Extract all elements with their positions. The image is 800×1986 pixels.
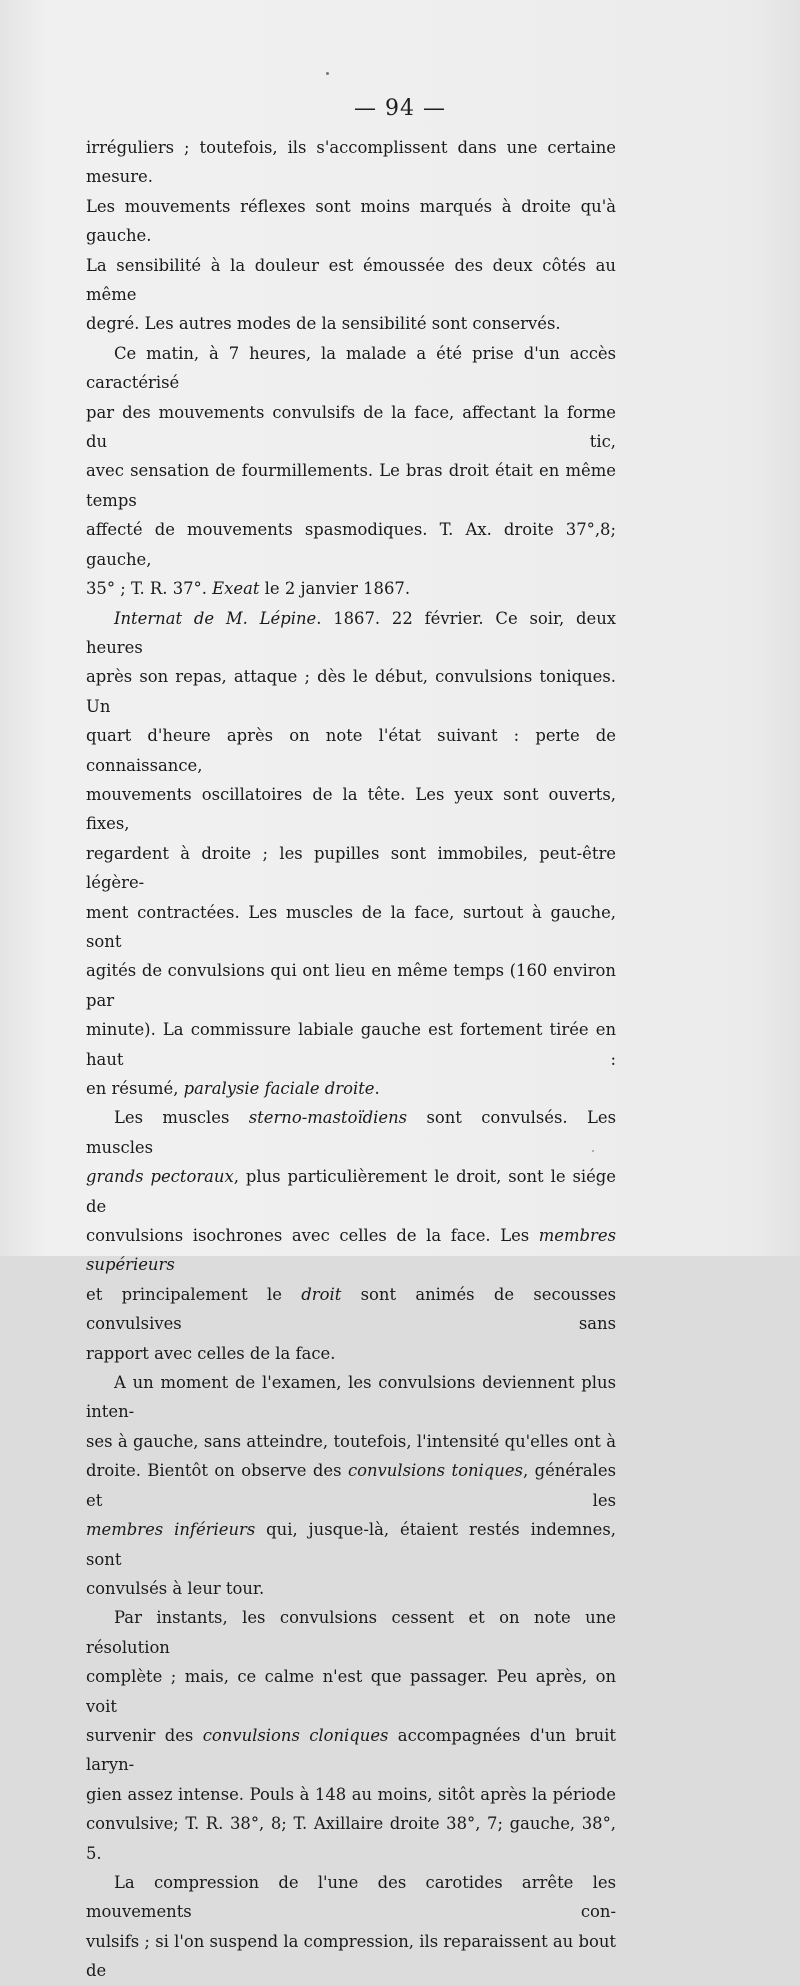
paragraph-line	[86, 1809, 616, 1868]
paragraph-line	[86, 574, 616, 603]
paragraph-line	[86, 839, 616, 898]
text-line: mouvements oscillatoires de la tête. Les yeux sont ouverts, fixes,	[86, 784, 616, 834]
paragraph	[86, 133, 616, 192]
paragraph-line	[86, 339, 616, 398]
text-line: minute). La commissure labiale gauche est fortement tirée en haut :	[86, 1020, 616, 1069]
text-line: survenir des convulsions cloniques accompagnées d'un bruit laryn-	[86, 1725, 616, 1775]
paragraph-line	[86, 1074, 616, 1103]
text-line: ment contractées. Les muscles de la face, surtout à gauche, sont	[86, 902, 616, 951]
text-line: rapport avec celles de la face.	[86, 1343, 336, 1363]
paragraph-line	[86, 1868, 616, 1927]
paragraph-line	[86, 898, 616, 957]
paragraph-line	[86, 1456, 616, 1515]
body-text	[86, 133, 616, 1986]
text-line: ses à gauche, sans atteindre, toutefois, l'intensité qu'elles ont à	[86, 1431, 616, 1451]
text-line: A un moment de l'examen, les convulsions deviennent plus inten-	[86, 1373, 616, 1422]
paragraph-line	[86, 604, 616, 663]
paragraph-line	[86, 1427, 616, 1456]
text-line: Internat de M. Lépine. 1867. 22 février. Ce soir, deux heures	[86, 608, 616, 657]
text-line: droite. Bientôt on observe des convulsions toniques, générales et les	[86, 1461, 616, 1510]
text-line: membres inférieurs qui, jusque-là, étaient restés indemnes, sont	[86, 1520, 616, 1569]
text-line: gien assez intense. Pouls à 148 au moins, sitôt après la période	[86, 1784, 616, 1804]
text-line: Les mouvements réflexes sont moins marqués à droite qu'à gauche.	[86, 196, 616, 246]
text-line: degré. Les autres modes de la sensibilité sont conservés.	[86, 314, 561, 334]
text-line: irréguliers ; toutefois, ils s'accomplissent dans une certaine mesure.	[86, 138, 616, 187]
text-line: vulsifs ; si l'on suspend la compression, ils reparaissent au bout de	[86, 1931, 616, 1981]
paragraph-line	[86, 1721, 616, 1780]
text-line: convulsés à leur tour.	[86, 1578, 265, 1598]
text-line: regardent à droite ; les pupilles sont immobiles, peut-être légère-	[86, 843, 616, 893]
text-line: complète ; mais, ce calme n'est que passager. Peu après, on voit	[86, 1667, 616, 1716]
paragraph-line	[86, 1662, 616, 1721]
text-line: affecté de mouvements spasmodiques. T. Ax. droite 37°,8; gauche,	[86, 520, 616, 569]
paragraph-line	[86, 780, 616, 839]
text-line: La compression de l'une des carotides arrête les mouvements con-	[86, 1872, 616, 1922]
text-line: par des mouvements convulsifs de la face, affectant la forme du tic,	[86, 402, 616, 452]
text-line: agités de convulsions qui ont lieu en même temps (160 environ par	[86, 961, 616, 1010]
paragraph-line	[86, 1280, 616, 1339]
paragraph-line	[86, 1339, 616, 1368]
text-line: avec sensation de fourmillements. Le bras droit était en même temps	[86, 461, 616, 510]
paragraph-line	[86, 1927, 616, 1986]
text-line: et principalement le droit sont animés de secousses convulsives sans	[86, 1284, 616, 1334]
paragraph-line	[86, 1780, 616, 1809]
paragraph-line	[86, 721, 616, 780]
paragraph-line	[86, 398, 616, 457]
text-line: grands pectoraux, plus particulièrement le droit, sont le siége de	[86, 1167, 616, 1216]
text-line: Ce matin, à 7 heures, la malade a été prise d'un accès caractérisé	[86, 343, 616, 393]
text-line: convulsive; T. R. 38°, 8; T. Axillaire droite 38°, 7; gauche, 38°, 5.	[86, 1814, 616, 1863]
text-line: Par instants, les convulsions cessent et on note une résolution	[86, 1608, 616, 1657]
paragraph-line	[86, 1368, 616, 1427]
text-line: en résumé, paralysie faciale droite.	[86, 1079, 380, 1098]
paragraph-line	[86, 956, 616, 1015]
page-number: — 94 —	[354, 96, 446, 121]
paragraph-line	[86, 456, 616, 515]
paragraph-line	[86, 1603, 616, 1662]
text-line: La sensibilité à la douleur est émoussée des deux côtés au même	[86, 255, 616, 305]
paragraph-line	[86, 192, 616, 251]
text-line: quart d'heure après on note l'état suivant : perte de connaissance,	[86, 726, 616, 775]
text-line: après son repas, attaque ; dès le début, convulsions toniques. Un	[86, 667, 616, 716]
text-line: 35° ; T. R. 37°. Exeat le 2 janvier 1867.	[86, 579, 411, 599]
paragraph-line	[86, 1515, 616, 1574]
text-line: convulsions isochrones avec celles de la face. Les membres supérieurs	[86, 1226, 616, 1275]
paragraph-line	[86, 1103, 616, 1162]
paragraph-line	[86, 662, 616, 721]
paragraph-line	[86, 1221, 616, 1280]
text-line: Les muscles sterno-mastoïdiens sont convulsés. Les muscles	[86, 1108, 616, 1157]
paragraph-line	[86, 1162, 616, 1221]
paper-speck	[326, 72, 329, 75]
paragraph-line	[86, 251, 616, 310]
paragraph-line	[86, 309, 616, 338]
paragraph-line	[86, 515, 616, 574]
paragraph-line	[86, 1015, 616, 1074]
paragraph-line	[86, 1574, 616, 1603]
